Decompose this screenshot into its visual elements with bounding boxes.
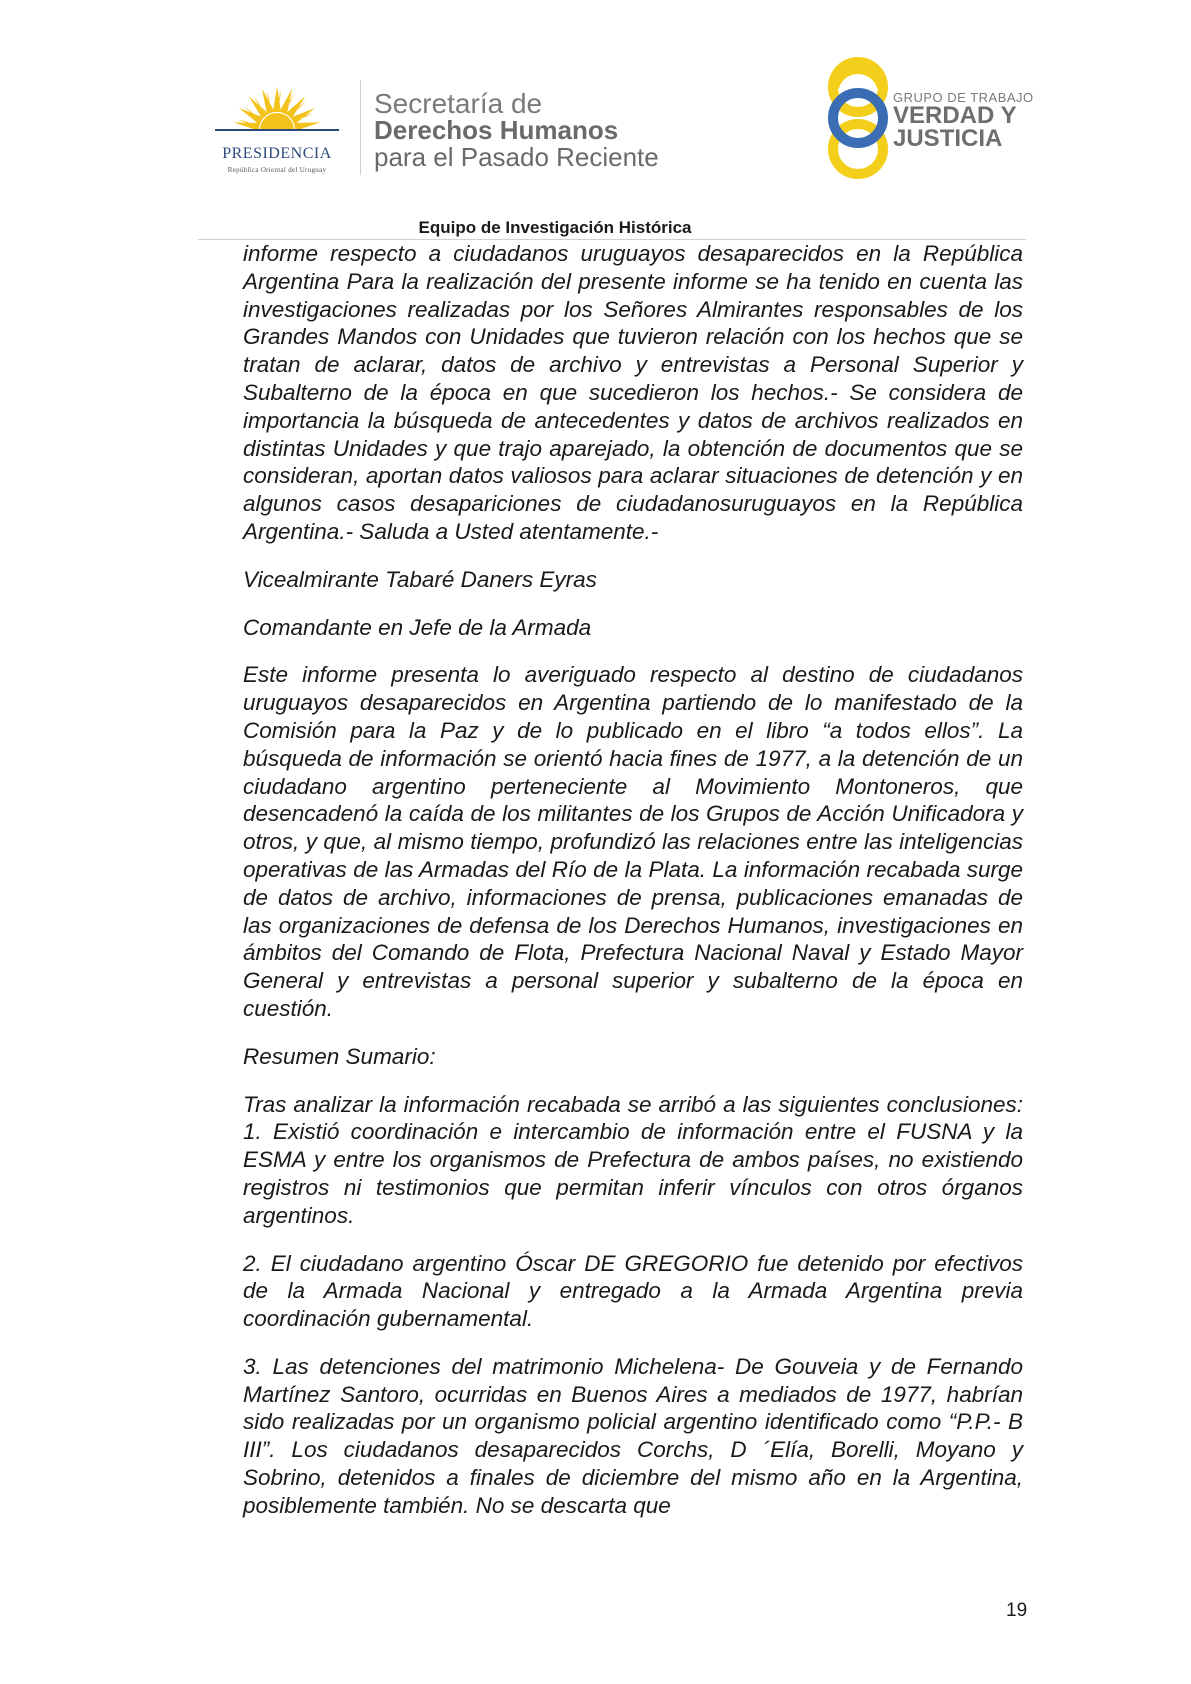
sun-emblem-icon	[197, 78, 357, 178]
header-divider	[360, 80, 361, 175]
presidencia-name: PRESIDENCIA	[222, 145, 332, 162]
paragraph-conclusion-1: Tras analizar la información recabada se arribó a las siguientes conclusiones: 1. Existió coordinación e intercambio de información entre el FUSNA y la ESMA y entre los organismos de Prefectura de ambos países, no existiendo registros ni testimonios que permitan inferir vínculos con otros órganos argentinos.	[243, 1091, 1023, 1228]
paragraph-conclusion-2: 2. El ciudadano argentino Óscar DE GREGORIO fue detenido por efectivos de la Armada Nacional y entregado a la Armada Argentina previa coordinación gubernamental.	[243, 1250, 1023, 1332]
paragraph-report: Este informe presenta lo averiguado respecto al destino de ciudadanos uruguayos desaparecidos en Argentina partiendo de lo manifestado de la Comisión para la Paz y de lo publicado en el libro “a todos ellos”. La búsqueda de información se orientó hacia fines de 1977, a la detención de un ciudadano argentino perteneciente al Movimiento Montoneros, que desencadenó la caída de los militantes de los Grupos de Acción Unificadora y otros, y que, al mismo tiempo, profundizó las relaciones entre las inteligencias operativas de las Armadas del Río de la Plata. La información recabada surge de datos de archivo, informaciones de prensa, publicaciones emanadas de las organizaciones de defensa de los Derechos Humanos, investigaciones en ámbitos del Comando de Flota, Prefectura Nacional Naval y Estado Mayor General y entrevistas a personal superior y subalterno de la época en cuestión.	[243, 662, 1023, 1021]
secretaria-line2: Derechos Humanos	[374, 115, 619, 145]
grupo-line3: JUSTICIA	[893, 125, 1003, 152]
secretaria-line1: Secretaría de	[374, 88, 543, 119]
secretaria-logotype	[374, 90, 659, 171]
grupo-line2: VERDAD Y	[893, 102, 1017, 129]
document-body	[243, 240, 1023, 1540]
grupo-line1: GRUPO DE TRABAJO	[893, 90, 1034, 105]
interlinked-rings-icon	[818, 56, 898, 180]
team-title: Equipo de Investigación Histórica	[418, 218, 692, 237]
page-header	[0, 0, 1191, 237]
signature-name: Vicealmirante Tabaré Daners Eyras	[243, 566, 597, 592]
section-heading: Resumen Sumario:	[243, 1043, 436, 1069]
presidencia-subtitle: República Oriental del Uruguay	[227, 166, 327, 174]
page-number: 19	[1006, 1600, 1028, 1621]
paragraph-intro: informe respecto a ciudadanos uruguayos desaparecidos en la República Argentina Para la realización del presente informe se ha tenido en cuenta las investigaciones realizadas por los Señores Almirantes responsables de los Grandes Mandos con Unidades que tuvieron relación con los hechos que se tratan de aclarar, datos de archivo y entrevistas a Personal Superior y Subalterno de la época en que sucedieron los hechos.- Se considera de importancia la búsqueda de antecedentes y datos de archivos realizados en distintas Unidades y que trajo aparejado, la obtención de documentos que se consideran, aportan datos valiosos para aclarar situaciones de detención y en algunos casos desapariciones de ciudadanosuruguayos en la República Argentina.- Saluda a Usted atentamente.-	[243, 241, 1023, 544]
secretaria-line3: para el Pasado Reciente	[374, 142, 659, 172]
paragraph-conclusion-3: 3. Las detenciones del matrimonio Michelena- De Gouveia y de Fernando Martínez Santoro, ocurridas en Buenos Aires a mediados de 1977, habrían sido realizadas por un organismo policial argentino identificado como “P.P.- B III”. Los ciudadanos desaparecidos Corchs, D ´Elía, Borelli, Moyano y Sobrino, detenidos a finales de diciembre del mismo año en la Argentina, posiblemente también. No se descarta que	[243, 1353, 1023, 1518]
signature-title: Comandante en Jefe de la Armada	[243, 614, 592, 640]
